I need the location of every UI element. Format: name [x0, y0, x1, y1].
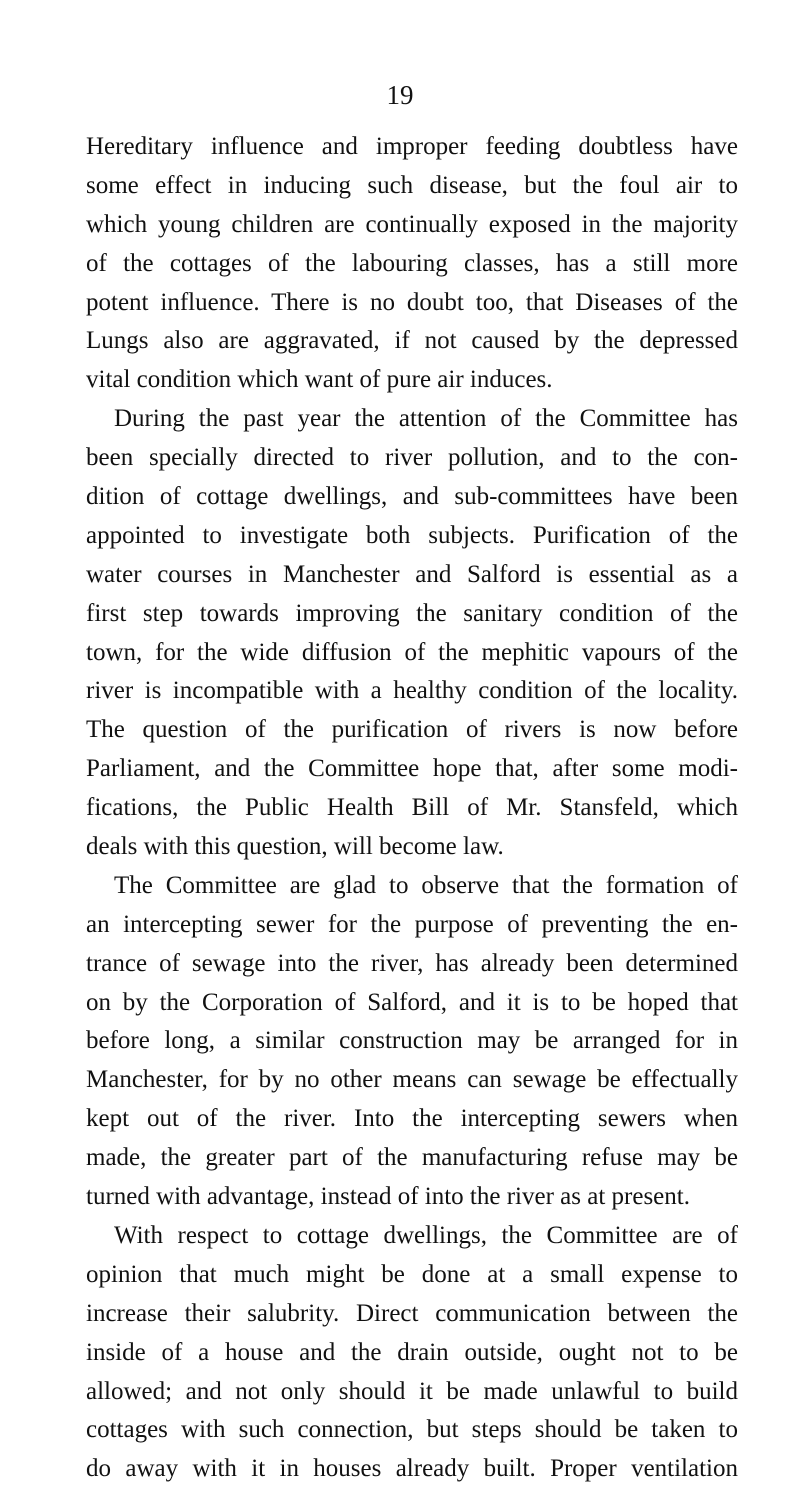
- text-line: vital condition which want of pure air induces.: [86, 366, 553, 394]
- text-line: which young children are continually exposed in the majority: [86, 210, 738, 238]
- text-line: inside of a house and the drain outside, ought not to be: [86, 1338, 738, 1366]
- text-line: an intercepting sewer for the purpose of preventing the en-: [86, 910, 738, 938]
- text-line: allowed; and not only should it be made unlawful to build: [86, 1377, 738, 1405]
- text-line: kept out of the river. Into the intercepting sewers when: [86, 1105, 738, 1133]
- text-line: turned with advantage, instead of into the river as at present.: [86, 1183, 690, 1211]
- text-line: made, the greater part of the manufacturing refuse may be: [86, 1144, 738, 1172]
- text-line: Manchester, for by no other means can sewage be effectually: [86, 1066, 738, 1094]
- text-line: some effect in inducing such disease, but the foul air to: [86, 171, 738, 199]
- text-line: town, for the wide diffusion of the mephitic vapours of the: [86, 638, 738, 666]
- text-line: increase their salubrity. Direct communication between the: [86, 1299, 738, 1327]
- text-line: fications, the Public Health Bill of Mr. Stansfeld, which: [86, 794, 738, 822]
- text-line: on by the Corporation of Salford, and it is to be hoped that: [86, 988, 738, 1016]
- text-line: With respect to cottage dwellings, the Committee are of: [114, 1221, 738, 1249]
- text-line: The question of the purification of rivers is now before: [86, 716, 738, 744]
- text-line: appointed to investigate both subjects. Purification of the: [86, 521, 738, 549]
- text-line: deals with this question, will become law.: [86, 833, 504, 861]
- text-line: dition of cottage dwellings, and sub-committees have been: [86, 483, 738, 511]
- text-line: trance of sewage into the river, has already been determined: [86, 949, 738, 977]
- text-line: river is incompatible with a healthy condition of the locality.: [86, 677, 738, 705]
- text-line: potent influence. There is no doubt too, that Diseases of the: [86, 288, 738, 316]
- body-text: [86, 128, 738, 1489]
- text-line: The Committee are glad to observe that the formation of: [114, 871, 738, 899]
- text-line: During the past year the attention of the Committee has: [114, 405, 738, 433]
- text-line: of the cottages of the labouring classes, has a still more: [86, 249, 738, 277]
- text-line: Lungs also are aggravated, if not caused by the depressed: [86, 327, 738, 355]
- page-number: 19: [386, 80, 414, 110]
- text-line: cottages with such connection, but steps should be taken to: [86, 1416, 738, 1444]
- text-line: before long, a similar construction may be arranged for in: [86, 1027, 738, 1055]
- text-line: water courses in Manchester and Salford is essential as a: [86, 560, 738, 588]
- text-line: first step towards improving the sanitary condition of the: [86, 599, 738, 627]
- text-line: Parliament, and the Committee hope that, after some modi-: [86, 755, 738, 783]
- text-line: been specially directed to river pollution, and to the con-: [86, 444, 738, 472]
- text-line: opinion that much might be done at a small expense to: [86, 1260, 738, 1288]
- text-line: Hereditary influence and improper feeding doubtless have: [86, 133, 738, 160]
- text-line: do away with it in houses already built. Proper ventilation: [86, 1455, 738, 1483]
